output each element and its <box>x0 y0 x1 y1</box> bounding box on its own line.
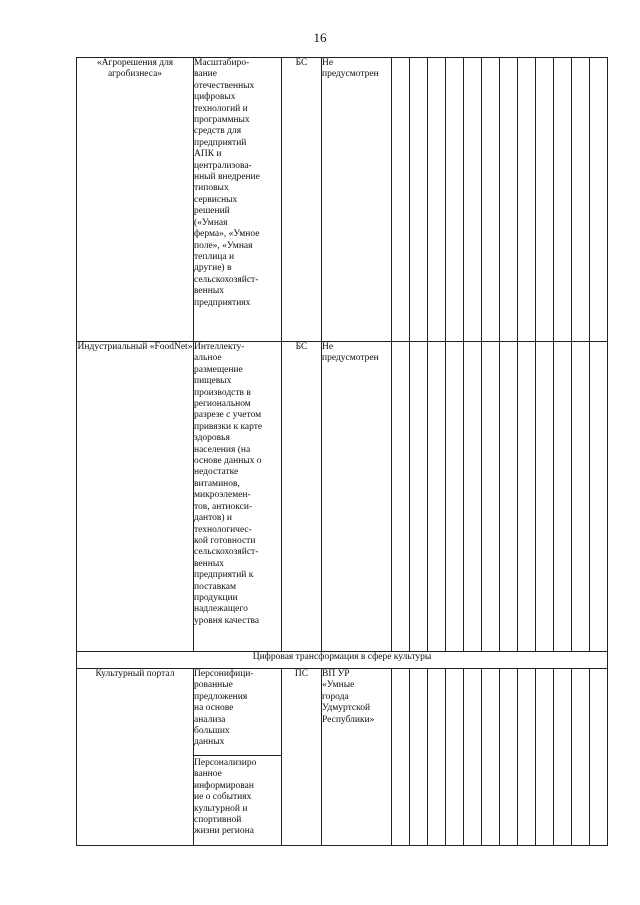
table-row <box>77 342 608 652</box>
table-row <box>77 669 608 846</box>
empty-cell <box>428 58 446 342</box>
project-name: Культурный портал <box>77 669 194 846</box>
page-number: 16 <box>313 30 327 45</box>
empty-cell <box>554 58 572 342</box>
empty-cell <box>410 342 428 652</box>
project-name: Индустриальный «FoodNet» <box>77 342 194 652</box>
empty-cell <box>428 669 446 846</box>
empty-cell <box>500 58 518 342</box>
measure-text: Интеллекту- альное размещение пищевых производств в региональном разрезе с учетом привязки к карте здоровья населения (на основе данных о недостатке витаминов, микроэлемен- тов, антиокси- дантов) и технологичес- кой готовности сельскохозяйст- венных предприятий к поставкам продукции надлежащего уровня качества <box>194 342 263 626</box>
funding-cell <box>322 342 392 652</box>
empty-cell <box>572 342 590 652</box>
empty-cell <box>446 342 464 652</box>
measure-text: Персонализиро ванное информирован ие о событиях культурной и спортивной жизни региона <box>194 758 257 837</box>
empty-cell <box>500 342 518 652</box>
empty-cell <box>536 669 554 846</box>
funding-text: Не предусмотрен <box>322 342 379 364</box>
empty-cell <box>590 669 608 846</box>
empty-cell <box>464 58 482 342</box>
measure-description <box>194 669 282 846</box>
empty-cell <box>482 342 500 652</box>
measure-description <box>194 342 282 652</box>
measure-text: Персонифици- рованные предложения на основе анализа больших данных <box>194 669 254 748</box>
empty-cell <box>572 669 590 846</box>
empty-cell <box>392 58 410 342</box>
empty-cell <box>464 669 482 846</box>
empty-cell <box>464 342 482 652</box>
funding-text: ВП УР «Умные города Удмуртской Республики» <box>322 669 375 725</box>
empty-cell <box>500 669 518 846</box>
empty-cell <box>518 58 536 342</box>
table-row <box>77 58 608 342</box>
section-title: Цифровая трансформация в сфере культуры <box>77 652 608 669</box>
empty-cell <box>446 58 464 342</box>
measure-text: Масштабиро- вание отечественных цифровых технологий и программных средств для предприятий АПК и централизова- нный внедрение типовых сервисных решений («Умная ферма», «Умное поле», «Умная теплица и другие) в сельскохозяйст- венных предприятиях <box>194 58 260 308</box>
empty-cell <box>590 58 608 342</box>
measure-description <box>194 58 282 342</box>
empty-cell <box>518 342 536 652</box>
status-cell: БС <box>282 342 322 652</box>
empty-cell <box>554 669 572 846</box>
empty-cell <box>482 58 500 342</box>
empty-cell <box>518 669 536 846</box>
empty-cell <box>536 58 554 342</box>
funding-cell <box>322 669 392 846</box>
section-row <box>77 652 608 669</box>
empty-cell <box>428 342 446 652</box>
measures-table <box>76 57 608 846</box>
empty-cell <box>482 669 500 846</box>
empty-cell <box>536 342 554 652</box>
empty-cell <box>392 669 410 846</box>
empty-cell <box>590 342 608 652</box>
empty-cell <box>554 342 572 652</box>
funding-cell <box>322 58 392 342</box>
empty-cell <box>392 342 410 652</box>
funding-text: Не предусмотрен <box>322 58 379 80</box>
empty-cell <box>410 58 428 342</box>
status-cell: БС <box>282 58 322 342</box>
status-cell: ПС <box>282 669 322 846</box>
empty-cell <box>572 58 590 342</box>
project-name: «Агрорешения для агробизнеса» <box>77 58 194 342</box>
empty-cell <box>446 669 464 846</box>
empty-cell <box>410 669 428 846</box>
